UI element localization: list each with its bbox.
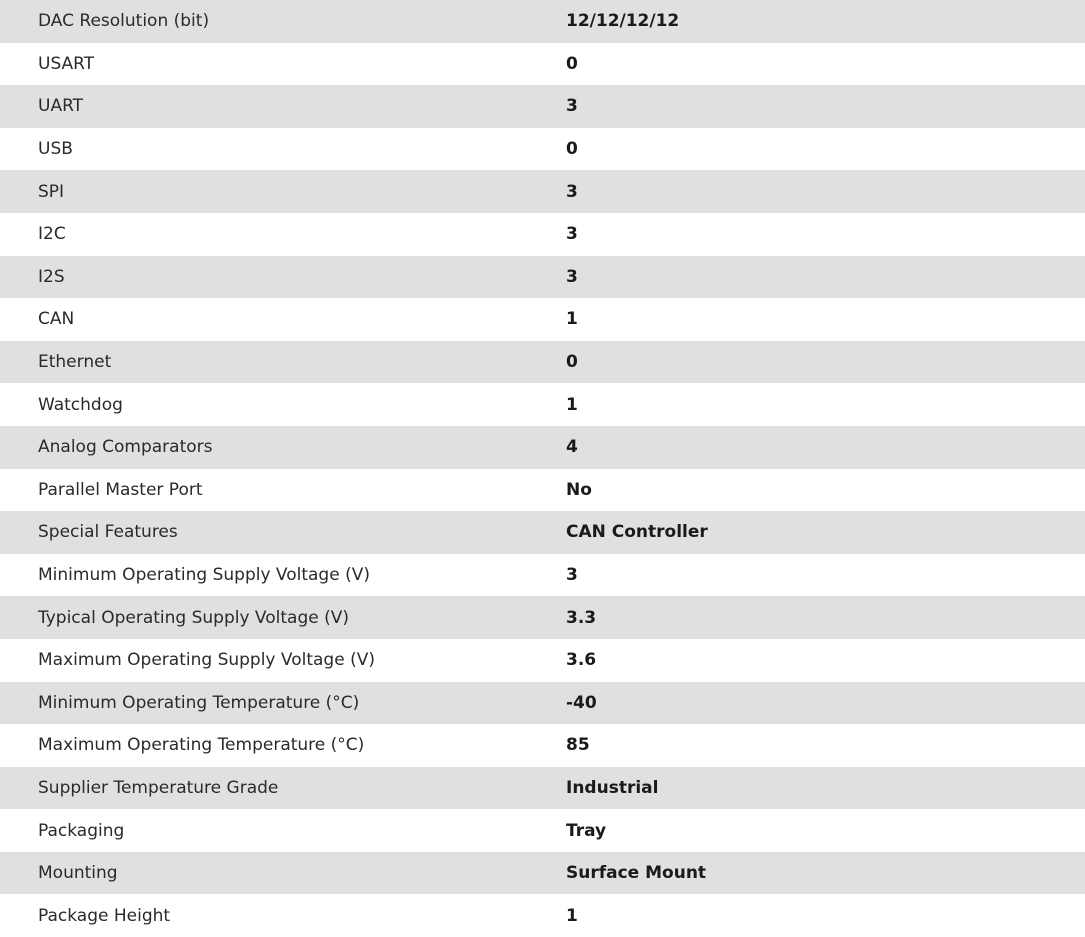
spec-label: USART: [38, 53, 95, 74]
spec-row-max-supply-voltage: [0, 639, 1085, 682]
spec-label: Maximum Operating Temperature (°C): [38, 735, 365, 756]
spec-value: 3: [566, 565, 578, 586]
spec-label: Maximum Operating Supply Voltage (V): [38, 650, 375, 671]
spec-value: 4: [566, 426, 1085, 469]
spec-label: Packaging: [38, 820, 125, 841]
spec-value: 1: [566, 394, 578, 415]
spec-row-min-temperature: [0, 682, 1085, 725]
spec-row-dac-resolution: [0, 0, 1085, 43]
spec-label: Mounting: [0, 852, 566, 895]
spec-row-typ-supply-voltage: [0, 596, 1085, 639]
spec-label: CAN: [38, 309, 75, 330]
spec-label: I2C: [38, 224, 66, 245]
spec-row-uart: [0, 85, 1085, 128]
spec-label: Minimum Operating Supply Voltage (V): [38, 565, 370, 586]
spec-value: 3: [566, 224, 578, 245]
spec-value: 12/12/12/12: [566, 0, 1085, 43]
spec-label: Typical Operating Supply Voltage (V): [0, 596, 566, 639]
spec-value: -40: [566, 682, 1085, 725]
spec-value: Tray: [566, 820, 607, 841]
spec-value: 1: [566, 309, 578, 330]
spec-value: 3: [566, 85, 1085, 128]
spec-row-parallel-master-port: [0, 469, 1085, 512]
spec-row-usb: [0, 128, 1085, 171]
spec-value: 3: [566, 170, 1085, 213]
spec-row-mounting: [0, 852, 1085, 895]
spec-label: SPI: [0, 170, 566, 213]
spec-label: Package Height: [38, 905, 171, 926]
spec-label: Special Features: [0, 511, 566, 554]
spec-row-spi: [0, 170, 1085, 213]
spec-label: I2S: [0, 256, 566, 299]
spec-row-usart: [0, 43, 1085, 86]
spec-label: Ethernet: [0, 341, 566, 384]
spec-label: Analog Comparators: [0, 426, 566, 469]
spec-row-special-features: [0, 511, 1085, 554]
spec-row-analog-comparators: [0, 426, 1085, 469]
spec-label: Supplier Temperature Grade: [0, 767, 566, 810]
spec-value: No: [566, 479, 592, 500]
spec-value: 1: [566, 905, 578, 926]
spec-value: 0: [566, 341, 1085, 384]
spec-label: Watchdog: [38, 394, 123, 415]
spec-row-watchdog: [0, 383, 1085, 426]
spec-value: 0: [566, 139, 578, 160]
spec-row-min-supply-voltage: [0, 554, 1085, 597]
spec-label: Parallel Master Port: [38, 479, 203, 500]
spec-value: 85: [566, 735, 590, 756]
spec-label: UART: [0, 85, 566, 128]
spec-row-temperature-grade: [0, 767, 1085, 810]
spec-row-can: [0, 298, 1085, 341]
spec-value: Industrial: [566, 767, 1085, 810]
spec-label: Minimum Operating Temperature (°C): [0, 682, 566, 725]
spec-label: DAC Resolution (bit): [0, 0, 566, 43]
spec-row-max-temperature: [0, 724, 1085, 767]
spec-value: 3.3: [566, 596, 1085, 639]
spec-value: CAN Controller: [566, 511, 1085, 554]
spec-row-packaging: [0, 809, 1085, 852]
spec-value: 3.6: [566, 650, 597, 671]
spec-value: Surface Mount: [566, 852, 1085, 895]
spec-row-i2c: [0, 213, 1085, 256]
spec-label: USB: [38, 139, 73, 160]
spec-row-i2s: [0, 256, 1085, 299]
spec-value: 0: [566, 53, 578, 74]
spec-row-ethernet: [0, 341, 1085, 384]
spec-value: 3: [566, 256, 1085, 299]
